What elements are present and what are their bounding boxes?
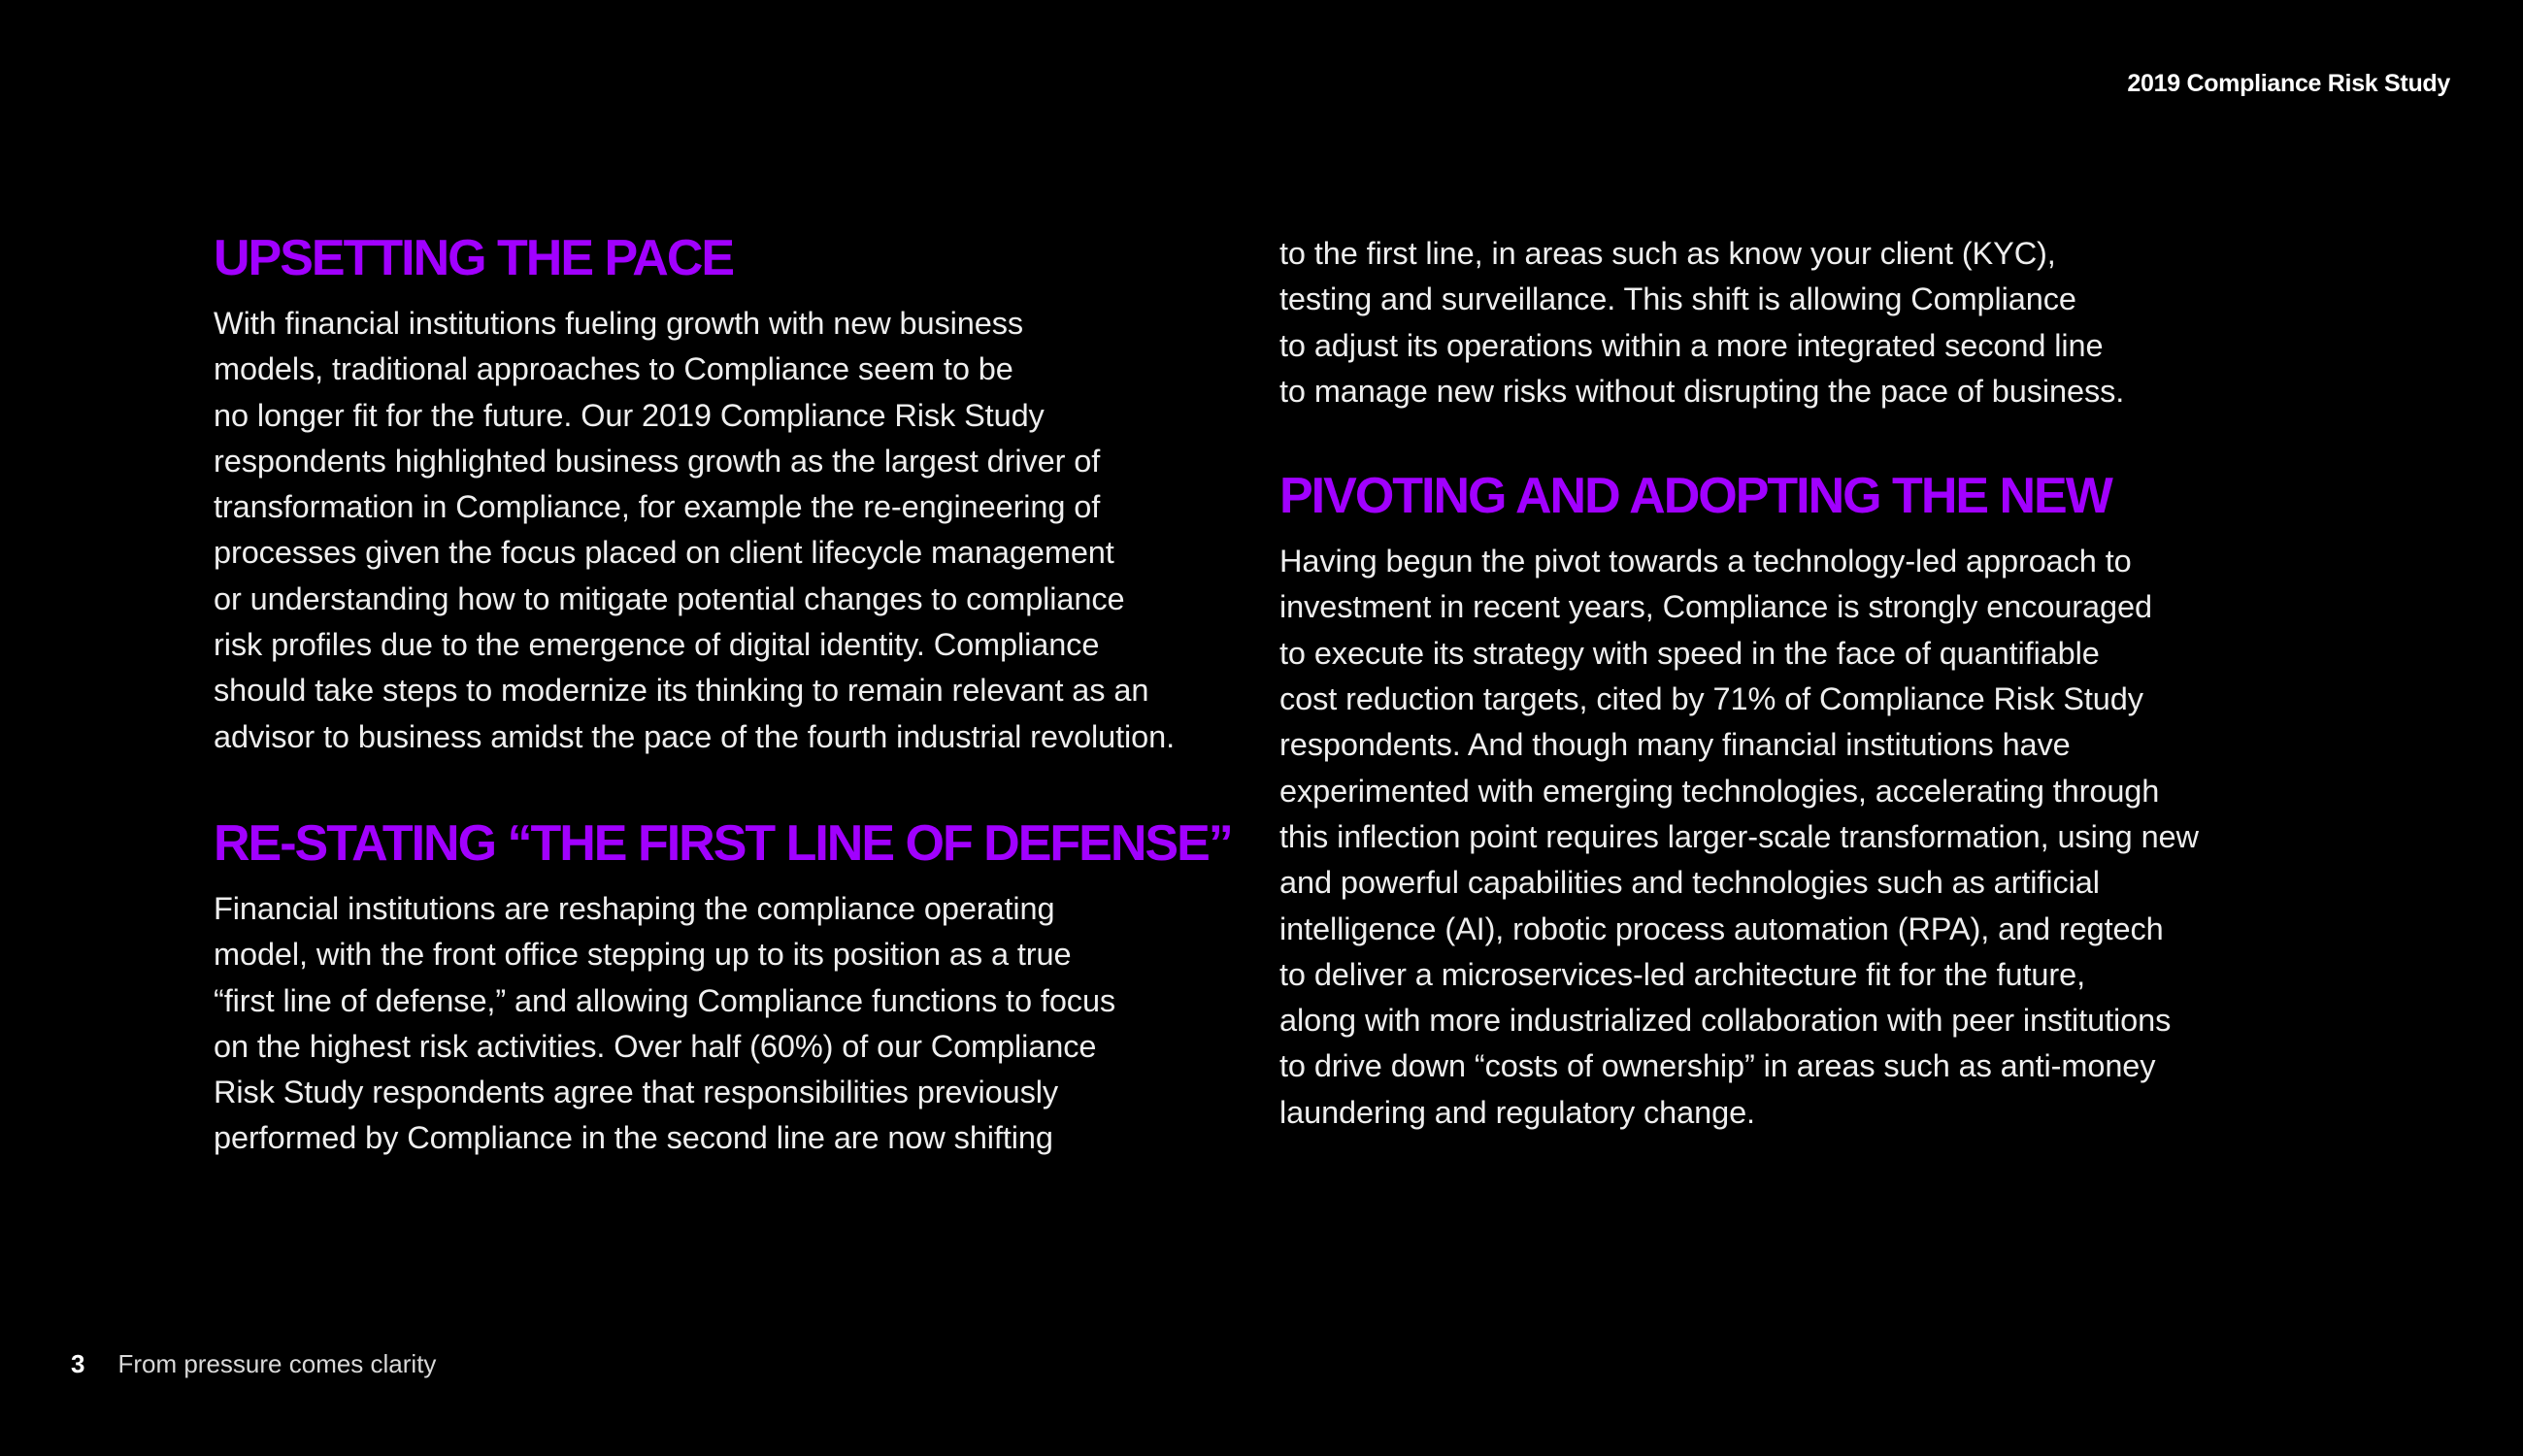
footer-tagline: From pressure comes clarity bbox=[117, 1349, 437, 1378]
page-footer bbox=[71, 1349, 436, 1379]
left-column bbox=[214, 229, 1232, 1162]
section-heading: RE-STATING “THE FIRST LINE OF DEFENSE” bbox=[214, 814, 1232, 872]
page-number: 3 bbox=[71, 1349, 85, 1378]
section-heading: PIVOTING AND ADOPTING THE NEW bbox=[1279, 468, 2111, 525]
section-restating-first-line bbox=[214, 814, 1232, 1162]
section-body: Having begun the pivot towards a technology-led approach to investment in recent years, Compliance is strongly encouraged to execute its strategy with speed in the face of quantifiable cost reduction targets, cited by 71% of Compliance Risk Study respondents. And though many financial institutions have experimented with emerging technologies, accelerating through this inflection point requires larger-scale transformation, using new and powerful capabilities and technologies such as artificial intelligence (AI), robotic process automation (RPA), and regtech to deliver a microservices-led architecture fit for the future, along with more industrialized collaboration with peer institutions to drive down “costs of ownership” in areas such as anti-money laundering and regulatory change. bbox=[1279, 544, 2199, 1130]
section-body: Financial institutions are reshaping the compliance operating model, with the front office stepping up to its position as a true “first line of defense,” and allowing Compliance functions to focus on the highest risk activities. Over half (60%) of our Compliance Risk Study respondents agree that responsibilities previously performed by Compliance in the second line are now shifting bbox=[214, 890, 1116, 1156]
section-pivoting-and-adopting bbox=[1279, 467, 2299, 1136]
document-header-title: 2019 Compliance Risk Study bbox=[2127, 70, 2450, 97]
right-column bbox=[1279, 229, 2299, 1136]
section-heading: UPSETTING THE PACE bbox=[214, 230, 734, 286]
continued-paragraph: to the first line, in areas such as know your client (KYC), testing and surveillance. This shift is allowing Compliance to adjust its operations within a more integrated second line to manage new risks without disrupting the pace of business. bbox=[1279, 236, 2125, 409]
section-body: With financial institutions fueling growth with new business models, traditional approaches to Compliance seem to be no longer fit for the future. Our 2019 Compliance Risk Study respondents highlighted business growth as the largest driver of transformation in Compliance, for example the re-engineering of processes given the focus placed on client lifecycle management or understanding how to mitigate potential changes to compliance risk profiles due to the emergence of digital identity. Compliance should take steps to modernize its thinking to remain relevant as an advisor to business amidst the pace of the fourth industrial revolution. bbox=[214, 306, 1176, 754]
section-upsetting-the-pace bbox=[214, 229, 1223, 760]
